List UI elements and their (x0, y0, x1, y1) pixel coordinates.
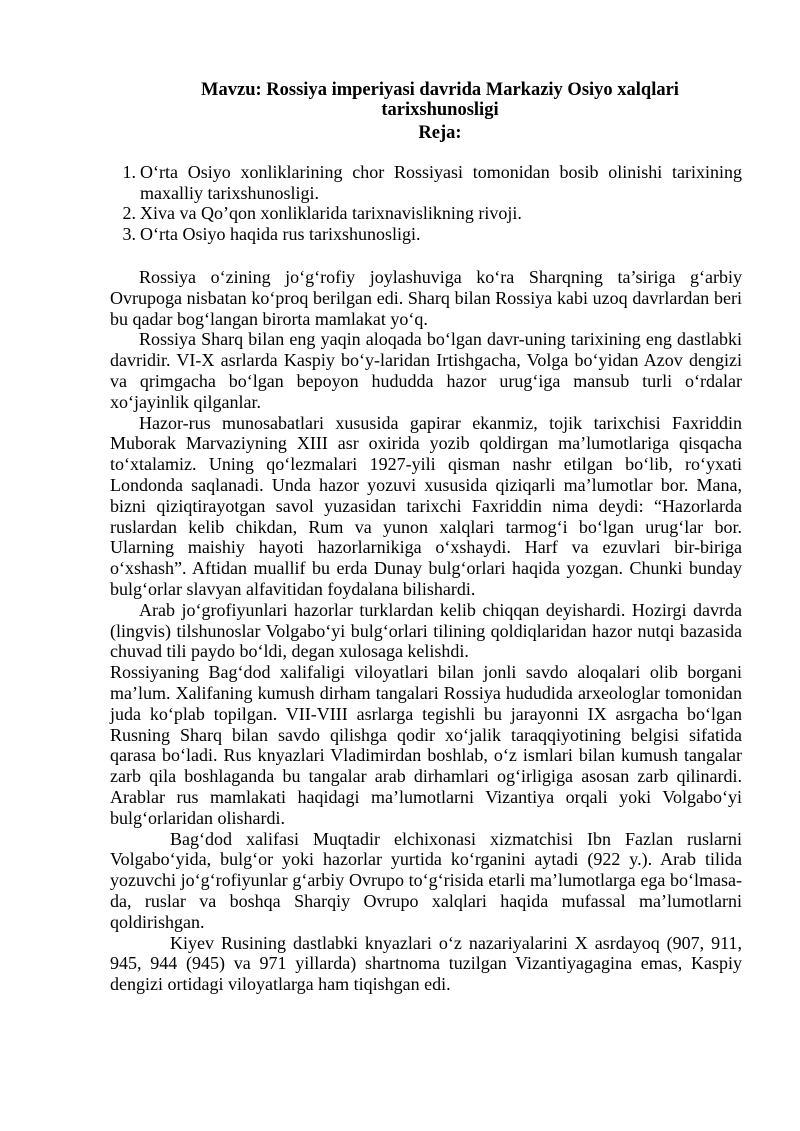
paragraph: Arab jo‘grofiyunlari hazorlar turklardan kelib chiqqan deyishardi. Hozirgi davrda (lingvis) tilshunoslar Volgabo‘yi bulg‘orlari tilining qoldiqlaridan hazor nutqi bazasida chuvad tili paydo bo‘ldi, degan xulosaga kelishdi. (110, 599, 742, 662)
list-item (112, 224, 742, 245)
paragraph: Bag‘dod xalifasi Muqtadir elchixonasi xizmatchisi Ibn Fazlan ruslarni Volgabo‘yida, bulg‘or yoki hazorlar yurtida ko‘rganini aytadi (922 y.). Arab tilida yozuvchi jo‘g‘rofiyunlar g‘arbiy Ovrupo to‘g‘risida etarli ma’lumotlarga ega bo‘lmasa-da, ruslar va boshqa Sharqiy Ovrupo xalqlari haqida mufassal ma’lumotlarni qoldirishgan. (110, 828, 742, 932)
paragraph: Rossiya Sharq bilan eng yaqin aloqada bo‘lgan davr-uning tarixining eng dastlabki davridir. VI-X asrlarda Kaspiy bo‘y-laridan Irtishgacha, Volga bo‘yidan Azov dengizi va qrimgacha bo‘lgan bepoyon hududda hazor urug‘iga mansub turli o‘rdalar xo‘jayinlik qilganlar. (110, 329, 742, 412)
plan-list (112, 162, 742, 245)
list-item-number: 3. (122, 224, 136, 245)
plan-heading: Reja: (418, 123, 462, 143)
document-body (110, 267, 742, 995)
list-item (112, 203, 742, 224)
list-item-text: Xiva va Qo’qon xonliklarida tarixnavislikning rivoji. (140, 203, 522, 224)
list-item (112, 162, 742, 203)
paragraph: Kiyev Rusining dastlabki knyazlari o‘z nazariyalarini X asrdayoq (907, 911, 945, 944 (945) va 971 yillarda) shartnoma tuzilgan Vizantiyagagina emas, Kaspiy dengizi ortidagi viloyatlarga ham tiqishgan edi. (110, 932, 742, 995)
paragraph: Rossiya o‘zining jo‘g‘rofiy joylashuviga ko‘ra Sharqning ta’siriga g‘arbiy Ovrupoga nisbatan ko‘proq berilgan edi. Sharq bilan Rossiya kabi uzoq davrlardan beri bu qadar bog‘langan birorta mamlakat yo‘q. (110, 267, 742, 329)
paragraph: Rossiyaning Bag‘dod xalifaligi viloyatlari bilan jonli savdo aloqalari olib borgani ma’lum. Xalifaning kumush dirham tangalari Rossiya hududida arxeologlar tomonidan juda ko‘plab topilgan. VII-VIII asrlarga tegishli bu jarayonni IX asrgacha bo‘lgan Rusning Sharq bilan savdo qilishga qodir xo‘jalik taraqqiyotining belgisi sifatida qarasa bo‘ladi. Rus knyazlari Vladimirdan boshlab, o‘z ismlari bilan kumush tangalar zarb qila boshlaganda bu tangalar arab dirhamlari og‘irligiga asosan zarb qilinardi. Arablar rus mamlakati haqidagi ma’lumotlarni Vizantiya orqali yoki Volgabo‘yi bulg‘orlaridan olishardi. (110, 662, 742, 828)
document-title: Mavzu: Rossiya imperiyasi davrida Markaziy Osiyo xalqlari tarixshunosligi (201, 80, 679, 120)
list-item-number: 1. (122, 162, 136, 182)
list-item-text: O‘rta Osiyo haqida rus tarixshunosligi. (140, 224, 421, 245)
paragraph: Hazor-rus munosabatlari xususida gapirar ekanmiz, tojik tarixchisi Faxriddin Muborak Marvaziyning XIII asr oxirida yozib qoldirgan ma’lumotlariga qisqacha to‘xtalamiz. Uning qo‘lezmalari 1927-yili qisman nashr etilgan bo‘lib, ro‘yxati Londonda saqlanadi. Unda hazor yozuvi xususida qiziqarli ma’lumotlar bor. Mana, bizni qiziqtirayotgan savol yuzasidan tarixchi Faxriddin nima deydi: “Hazorlarda ruslardan kelib chikdan, Rum va yunon xalqlari tarmog‘i bo‘lgan urug‘lar bor. Ularning maishiy hayoti hazorlarnikiga o‘xshaydi. Harf va ezuvlari bir-biriga o‘xshash”. Aftidan muallif bu erda Dunay bulg‘orlari haqida yozgan. Chunki bunday bulg‘orlar slavyan alfavitidan foydalana bilishardi. (110, 412, 742, 599)
list-item-number: 2. (122, 203, 136, 224)
list-item-text: O‘rta Osiyo xonliklarining chor Rossiyasi tomonidan bosib olinishi tarixining maxalliy tarixshunosligi. (140, 162, 742, 203)
